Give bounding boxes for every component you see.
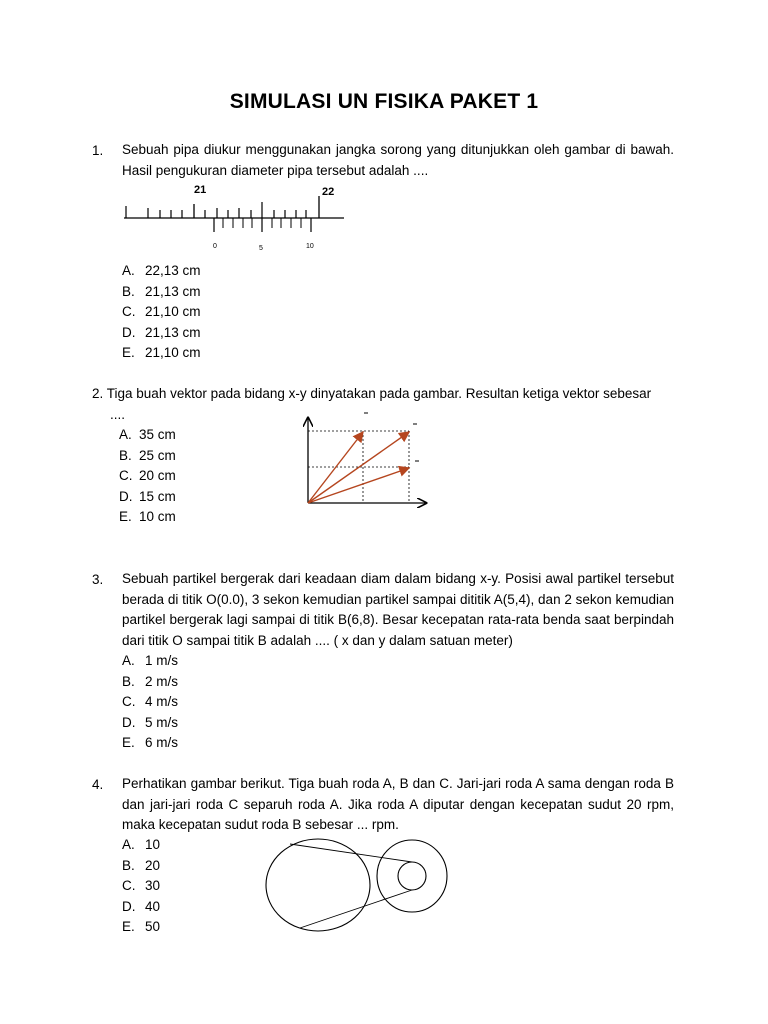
question-3-text: Sebuah partikel bergerak dari keadaan diam dalam bidang x-y. Posisi awal partikel tersebut berada di titik O(0.0), 3 sekon kemudian partikel sampai dititik A(5,4), dan 2 sekon kemudian partikel bergerak lagi sampai di titik B(6,8). Besar kecepatan rata-rata benda saat berpindah dari titik O sampai titik B adalah .... ( x dan y dalam satuan meter) (122, 571, 674, 648)
option-c[interactable]: C. 20 cm (119, 468, 176, 483)
option-a[interactable]: A. 10 (122, 837, 161, 852)
question-2-options (119, 425, 176, 528)
wheels-belt-figure (260, 835, 460, 935)
wheel-c (398, 862, 426, 890)
vernier-caliper-figure (118, 180, 358, 255)
main-scale-label-21: 21 (194, 184, 207, 196)
question-2-text-line1 (92, 384, 692, 405)
option-e[interactable]: E. 10 cm (119, 509, 176, 524)
question-2-number: 2. (92, 386, 104, 401)
vector-arrow-2 (308, 432, 409, 503)
question-2-text: Tiga buah vektor pada bidang x-y dinyatakan pada gambar. Resultan ketiga vektor sebesar (106, 386, 652, 401)
vector-diagram-figure (298, 406, 438, 516)
question-3-number: 3. (92, 572, 104, 587)
option-c[interactable]: C. 4 m/s (122, 694, 179, 709)
vector-arrow-1 (308, 432, 363, 503)
option-d[interactable]: D. 21,13 cm (122, 324, 201, 340)
question-4-number: 4. (92, 777, 104, 792)
vernier-label-5: 5 (259, 245, 263, 252)
option-b[interactable]: B. 20 (122, 857, 161, 873)
option-b[interactable]: B. 21,13 cm (122, 283, 201, 299)
option-d[interactable]: D. 15 cm (119, 488, 176, 504)
option-c[interactable]: C. 21,10 cm (122, 304, 201, 319)
option-e[interactable]: E. 21,10 cm (122, 345, 201, 360)
question-2-text-line2: .... (110, 407, 126, 422)
option-e[interactable]: E. 6 m/s (122, 735, 179, 750)
question-1-number: 1. (92, 143, 104, 158)
option-a[interactable]: A. 22,13 cm (122, 263, 201, 278)
option-b[interactable]: B. 2 m/s (122, 673, 179, 689)
belt-bottom (300, 890, 412, 928)
main-scale-label-22: 22 (322, 186, 335, 198)
option-d[interactable]: D. 5 m/s (122, 714, 179, 730)
question-4-text: Perhatikan gambar berikut. Tiga buah roda A, B dan C. Jari-jari roda A sama dengan roda B dan jari-jari roda C separuh roda A. Jika roda A diputar dengan kecepatan sudut 20 rpm, maka kecepatan sudut roda B sebesar ... rpm. (122, 776, 674, 832)
option-a[interactable]: A. 1 m/s (122, 653, 179, 668)
question-1-options (122, 261, 201, 364)
question-4-options (122, 835, 160, 938)
option-e[interactable]: E. 50 (122, 919, 161, 934)
vernier-label-0: 0 (213, 243, 217, 250)
option-c[interactable]: C. 30 (122, 878, 161, 893)
option-d[interactable]: D. 40 (122, 898, 161, 914)
question-3-options (122, 651, 178, 754)
page-title: SIMULASI UN FISIKA PAKET 1 (229, 90, 539, 113)
vernier-label-10: 10 (306, 243, 314, 250)
vector-arrow-3 (308, 468, 409, 503)
wheel-a (266, 839, 370, 931)
wheel-b (377, 840, 447, 912)
belt-top (290, 844, 412, 862)
question-1-text: Sebuah pipa diukur menggunakan jangka sorong yang ditunjukkan oleh gambar di bawah. Hasil pengukuran diameter pipa tersebut adalah .... (122, 142, 674, 178)
option-b[interactable]: B. 25 cm (119, 447, 176, 463)
option-a[interactable]: A. 35 cm (119, 427, 176, 442)
